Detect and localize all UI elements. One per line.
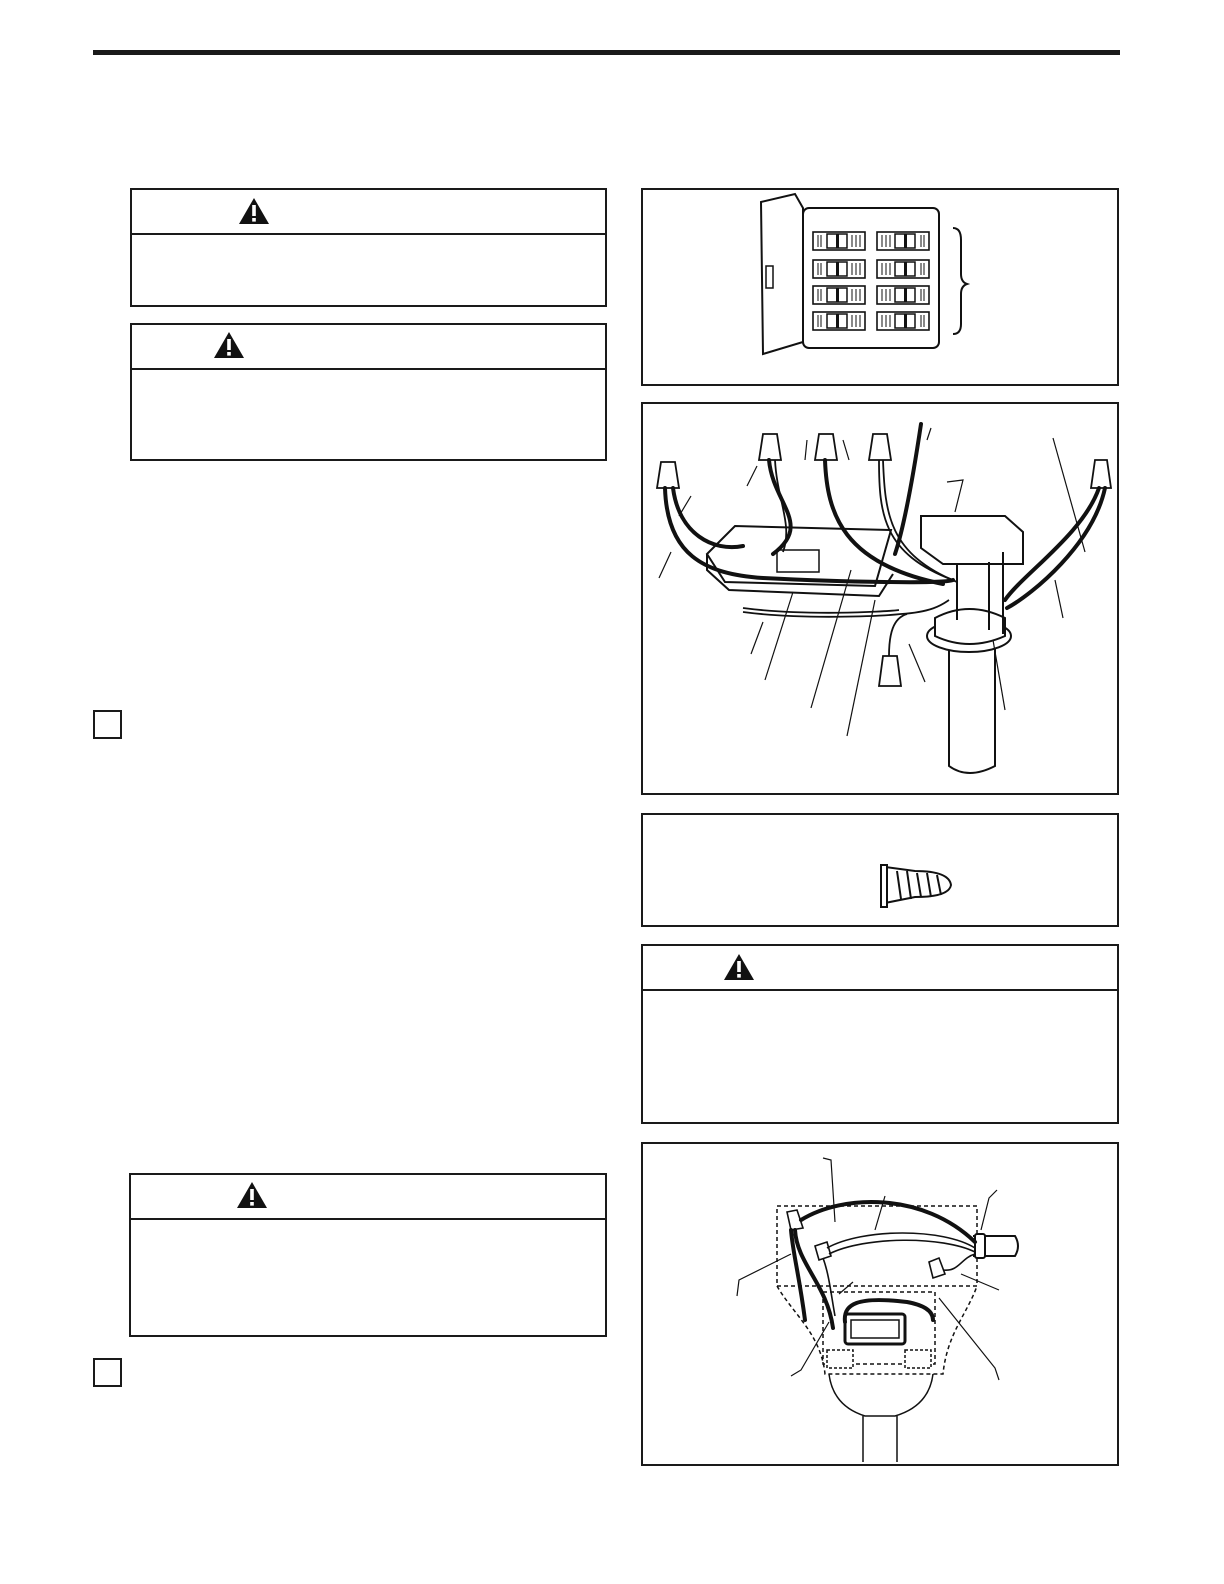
breaker-panel-figure	[641, 188, 1119, 386]
header-rule	[93, 50, 1120, 55]
warning-box-3-header	[131, 1175, 605, 1220]
switch-housing-wiring-illustration	[643, 1144, 1117, 1464]
switch-housing-figure	[641, 1142, 1119, 1466]
warning-box-4-header	[643, 946, 1117, 991]
warning-triangle-icon	[238, 197, 270, 225]
step-checkbox-2[interactable]	[93, 1358, 122, 1387]
warning-box-3	[129, 1173, 607, 1337]
warning-box-2-header	[132, 325, 605, 370]
wire-connector-figure	[641, 813, 1119, 927]
warning-box-1	[130, 188, 607, 307]
warning-box-2	[130, 323, 607, 461]
warning-triangle-icon	[236, 1181, 268, 1209]
fan-wiring-figure	[641, 402, 1119, 795]
warning-triangle-icon	[213, 331, 245, 359]
warning-box-4	[641, 944, 1119, 1124]
step-checkbox-1[interactable]	[93, 710, 122, 739]
wire-connector-illustration	[643, 815, 1117, 925]
fan-wiring-illustration	[643, 404, 1117, 793]
warning-triangle-icon	[723, 953, 755, 981]
warning-box-1-header	[132, 190, 605, 235]
breaker-panel-illustration	[643, 190, 1117, 384]
